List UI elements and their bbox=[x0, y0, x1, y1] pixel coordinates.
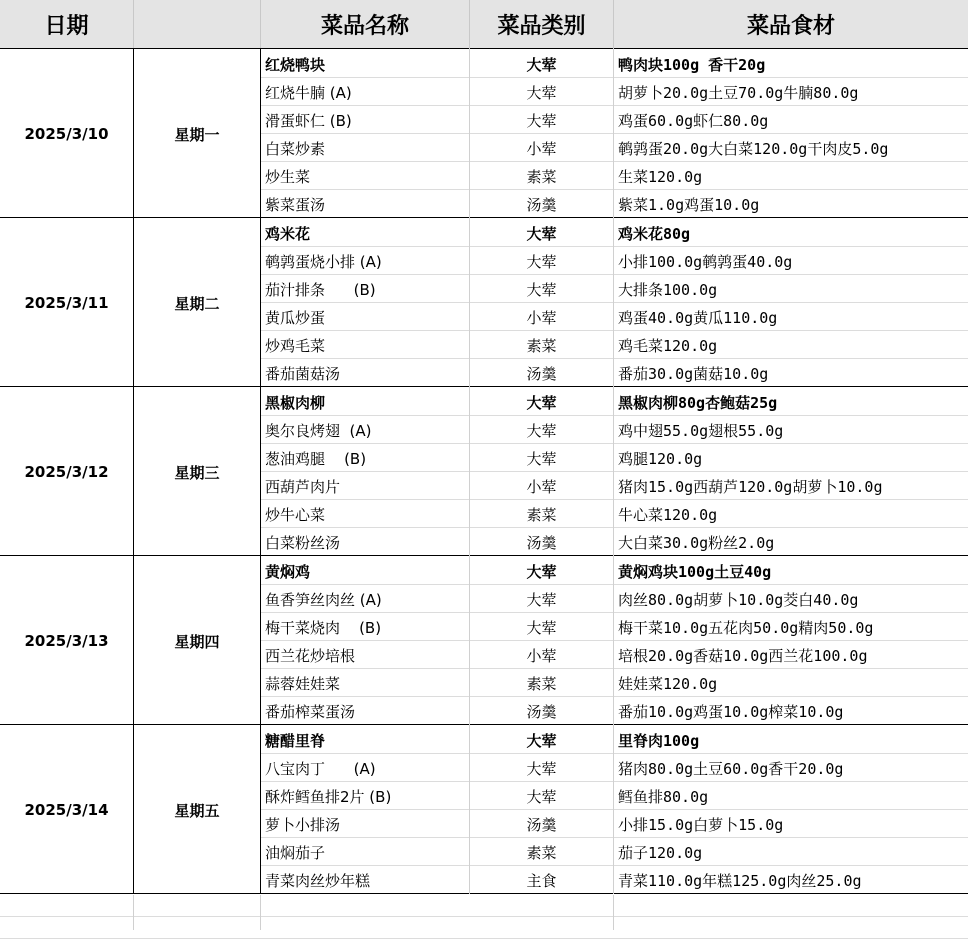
empty-row-divider bbox=[0, 916, 968, 917]
dish-name-cell[interactable]: 西兰花炒培根 bbox=[265, 646, 356, 665]
row-divider bbox=[261, 246, 968, 247]
dish-name-cell[interactable]: 红烧鸭块 bbox=[265, 55, 326, 74]
ingredients-cell[interactable]: 鸡腿120.0g bbox=[618, 449, 703, 468]
dish-name-cell[interactable]: 糖醋里脊 bbox=[265, 731, 326, 750]
dish-category-cell[interactable]: 小荤 bbox=[526, 646, 557, 665]
ingredients-cell[interactable]: 鸭肉块100g 香干20g bbox=[618, 55, 766, 74]
row-divider bbox=[261, 133, 968, 134]
dish-category-cell[interactable]: 汤羹 bbox=[526, 815, 557, 834]
date-cell[interactable]: 2025/3/12 bbox=[24, 463, 109, 481]
row-divider bbox=[261, 612, 968, 613]
dish-category-cell[interactable]: 大荤 bbox=[526, 449, 557, 468]
dish-name-cell[interactable]: 奥尔良烤翅 (A) bbox=[265, 421, 372, 440]
row-divider bbox=[261, 189, 968, 190]
row-divider bbox=[261, 161, 968, 162]
group-divider bbox=[0, 217, 968, 218]
dish-category-cell[interactable]: 小荤 bbox=[526, 477, 557, 496]
date-cell[interactable]: 2025/3/13 bbox=[24, 632, 109, 650]
dish-category-cell[interactable]: 大荤 bbox=[526, 618, 557, 637]
weekday-cell[interactable]: 星期二 bbox=[174, 294, 220, 313]
ingredients-cell[interactable]: 大白菜30.0g粉丝2.0g bbox=[618, 533, 775, 552]
ingredients-cell[interactable]: 鹌鹑蛋20.0g大白菜120.0g干肉皮5.0g bbox=[618, 139, 889, 158]
dish-category-cell[interactable]: 大荤 bbox=[526, 393, 557, 412]
ingredients-cell[interactable]: 番茄30.0g菌菇10.0g bbox=[618, 364, 769, 383]
ingredients-cell[interactable]: 鸡毛菜120.0g bbox=[618, 336, 718, 355]
ingredients-cell[interactable]: 里脊肉100g bbox=[618, 731, 700, 750]
row-divider bbox=[261, 415, 968, 416]
dish-category-cell[interactable]: 大荤 bbox=[526, 731, 557, 750]
ingredients-cell[interactable]: 娃娃菜120.0g bbox=[618, 674, 718, 693]
group-divider bbox=[0, 386, 968, 387]
dish-category-cell[interactable]: 素菜 bbox=[526, 336, 557, 355]
dish-category-cell[interactable]: 汤羹 bbox=[526, 702, 557, 721]
dish-category-cell[interactable]: 汤羹 bbox=[526, 195, 557, 214]
ingredients-cell[interactable]: 茄子120.0g bbox=[618, 843, 703, 862]
dish-name-cell[interactable]: 青菜肉丝炒年糕 bbox=[265, 871, 371, 890]
row-divider bbox=[261, 499, 968, 500]
dish-name-cell[interactable]: 白菜粉丝汤 bbox=[265, 533, 341, 552]
header-dish-name[interactable]: 菜品名称 bbox=[261, 0, 470, 48]
row-divider bbox=[261, 584, 968, 585]
ingredients-cell[interactable]: 大排条100.0g bbox=[618, 280, 718, 299]
dish-category-cell[interactable]: 大荤 bbox=[526, 83, 557, 102]
weekday-cell[interactable]: 星期三 bbox=[174, 463, 220, 482]
dish-name-cell[interactable]: 油焖茄子 bbox=[265, 843, 326, 862]
ingredients-cell[interactable]: 青菜110.0g年糕125.0g肉丝25.0g bbox=[618, 871, 862, 890]
ingredients-cell[interactable]: 小排15.0g白萝卜15.0g bbox=[618, 815, 784, 834]
date-cell[interactable]: 2025/3/11 bbox=[24, 294, 109, 312]
date-cell[interactable]: 2025/3/14 bbox=[24, 801, 109, 819]
date-cell[interactable]: 2025/3/10 bbox=[24, 125, 109, 143]
weekday-cell[interactable]: 星期四 bbox=[174, 632, 220, 651]
dish-name-cell[interactable]: 茄汁排条 (B) bbox=[265, 280, 376, 299]
ingredients-cell[interactable]: 番茄10.0g鸡蛋10.0g榨菜10.0g bbox=[618, 702, 844, 721]
header-day[interactable] bbox=[134, 0, 261, 48]
row-divider bbox=[261, 668, 968, 669]
empty-column-divider bbox=[260, 895, 261, 930]
group-divider bbox=[0, 893, 968, 894]
ingredients-cell[interactable]: 生菜120.0g bbox=[618, 167, 703, 186]
row-divider bbox=[261, 781, 968, 782]
ingredients-cell[interactable]: 鸡中翅55.0g翅根55.0g bbox=[618, 421, 784, 440]
row-divider bbox=[261, 753, 968, 754]
ingredients-cell[interactable]: 紫菜1.0g鸡蛋10.0g bbox=[618, 195, 760, 214]
dish-name-cell[interactable]: 蒜蓉娃娃菜 bbox=[265, 674, 341, 693]
dish-name-cell[interactable]: 鸡米花 bbox=[265, 224, 311, 243]
dish-category-cell[interactable]: 大荤 bbox=[526, 562, 557, 581]
dish-category-cell[interactable]: 素菜 bbox=[526, 505, 557, 524]
group-divider bbox=[0, 555, 968, 556]
row-divider bbox=[261, 837, 968, 838]
dish-category-cell[interactable]: 大荤 bbox=[526, 421, 557, 440]
ingredients-cell[interactable]: 梅干菜10.0g五花肉50.0g精肉50.0g bbox=[618, 618, 874, 637]
ingredients-cell[interactable]: 猪肉80.0g土豆60.0g香干20.0g bbox=[618, 759, 844, 778]
empty-column-divider bbox=[613, 895, 614, 930]
dish-category-cell[interactable]: 小荤 bbox=[526, 139, 557, 158]
dish-name-cell[interactable]: 八宝肉丁 (A) bbox=[265, 759, 376, 778]
dish-name-cell[interactable]: 萝卜小排汤 bbox=[265, 815, 341, 834]
dish-name-cell[interactable]: 黄瓜炒蛋 bbox=[265, 308, 326, 327]
dish-name-cell[interactable]: 酥炸鳕鱼排2片 (B) bbox=[265, 787, 392, 806]
ingredients-cell[interactable]: 培根20.0g香菇10.0g西兰花100.0g bbox=[618, 646, 868, 665]
dish-category-cell[interactable]: 大荤 bbox=[526, 590, 557, 609]
column-divider bbox=[613, 48, 614, 894]
row-divider bbox=[261, 105, 968, 106]
dish-name-cell[interactable]: 梅干菜烧肉 (B) bbox=[265, 618, 382, 637]
row-divider bbox=[261, 302, 968, 303]
row-divider bbox=[261, 358, 968, 359]
dish-name-cell[interactable]: 炒牛心菜 bbox=[265, 505, 326, 524]
dish-category-cell[interactable]: 大荤 bbox=[526, 224, 557, 243]
group-divider bbox=[0, 724, 968, 725]
dish-name-cell[interactable]: 黄焖鸡 bbox=[265, 562, 311, 581]
row-divider bbox=[261, 809, 968, 810]
ingredients-cell[interactable]: 肉丝80.0g胡萝卜10.0g茭白40.0g bbox=[618, 590, 859, 609]
dish-category-cell[interactable]: 大荤 bbox=[526, 280, 557, 299]
header-dish-category[interactable]: 菜品类别 bbox=[470, 0, 614, 48]
ingredients-cell[interactable]: 鸡蛋60.0g虾仁80.0g bbox=[618, 111, 769, 130]
dish-name-cell[interactable]: 葱油鸡腿 (B) bbox=[265, 449, 367, 468]
dish-name-cell[interactable]: 西葫芦肉片 bbox=[265, 477, 341, 496]
row-divider bbox=[261, 330, 968, 331]
row-divider bbox=[261, 527, 968, 528]
dish-category-cell[interactable]: 汤羹 bbox=[526, 533, 557, 552]
dish-category-cell[interactable]: 素菜 bbox=[526, 674, 557, 693]
row-divider bbox=[261, 77, 968, 78]
dish-category-cell[interactable]: 小荤 bbox=[526, 308, 557, 327]
column-divider bbox=[469, 48, 470, 894]
ingredients-cell[interactable]: 鳕鱼排80.0g bbox=[618, 787, 709, 806]
ingredients-cell[interactable]: 牛心菜120.0g bbox=[618, 505, 718, 524]
dish-name-cell[interactable]: 紫菜蛋汤 bbox=[265, 195, 326, 214]
dish-category-cell[interactable]: 大荤 bbox=[526, 252, 557, 271]
dish-name-cell[interactable]: 炒鸡毛菜 bbox=[265, 336, 326, 355]
dish-category-cell[interactable]: 大荤 bbox=[526, 55, 557, 74]
row-divider bbox=[261, 865, 968, 866]
row-divider bbox=[261, 696, 968, 697]
column-divider bbox=[133, 48, 134, 894]
ingredients-cell[interactable]: 鸡蛋40.0g黄瓜110.0g bbox=[618, 308, 778, 327]
column-divider bbox=[260, 48, 261, 894]
dish-category-cell[interactable]: 素菜 bbox=[526, 167, 557, 186]
ingredients-cell[interactable]: 黄焖鸡块100g土豆40g bbox=[618, 562, 772, 581]
dish-name-cell[interactable]: 鱼香笋丝肉丝 (A) bbox=[265, 590, 382, 609]
ingredients-cell[interactable]: 小排100.0g鹌鹑蛋40.0g bbox=[618, 252, 793, 271]
dish-name-cell[interactable]: 黑椒肉柳 bbox=[265, 393, 326, 412]
dish-name-cell[interactable]: 番茄菌菇汤 bbox=[265, 364, 341, 383]
dish-category-cell[interactable]: 大荤 bbox=[526, 759, 557, 778]
ingredients-cell[interactable]: 猪肉15.0g西葫芦120.0g胡萝卜10.0g bbox=[618, 477, 883, 496]
header-date[interactable]: 日期 bbox=[0, 0, 134, 48]
dish-category-cell[interactable]: 大荤 bbox=[526, 111, 557, 130]
row-divider bbox=[261, 640, 968, 641]
dish-category-cell[interactable]: 主食 bbox=[526, 871, 557, 890]
header-row bbox=[0, 0, 968, 49]
weekday-cell[interactable]: 星期五 bbox=[174, 801, 220, 820]
weekday-cell[interactable]: 星期一 bbox=[174, 125, 220, 144]
row-divider bbox=[261, 471, 968, 472]
dish-category-cell[interactable]: 大荤 bbox=[526, 787, 557, 806]
ingredients-cell[interactable]: 鸡米花80g bbox=[618, 224, 691, 243]
empty-column-divider bbox=[133, 895, 134, 930]
ingredients-cell[interactable]: 胡萝卜20.0g土豆70.0g牛腩80.0g bbox=[618, 83, 859, 102]
dish-category-cell[interactable]: 素菜 bbox=[526, 843, 557, 862]
dish-name-cell[interactable]: 炒生菜 bbox=[265, 167, 311, 186]
ingredients-cell[interactable]: 黑椒肉柳80g杏鲍菇25g bbox=[618, 393, 778, 412]
row-divider bbox=[261, 443, 968, 444]
dish-name-cell[interactable]: 红烧牛腩 (A) bbox=[265, 83, 352, 102]
row-divider bbox=[261, 274, 968, 275]
dish-name-cell[interactable]: 白菜炒素 bbox=[265, 139, 326, 158]
dish-name-cell[interactable]: 滑蛋虾仁 (B) bbox=[265, 111, 352, 130]
dish-name-cell[interactable]: 番茄榨菜蛋汤 bbox=[265, 702, 356, 721]
dish-category-cell[interactable]: 汤羹 bbox=[526, 364, 557, 383]
dish-name-cell[interactable]: 鹌鹑蛋烧小排 (A) bbox=[265, 252, 382, 271]
header-ingredients[interactable]: 菜品食材 bbox=[746, 13, 835, 39]
